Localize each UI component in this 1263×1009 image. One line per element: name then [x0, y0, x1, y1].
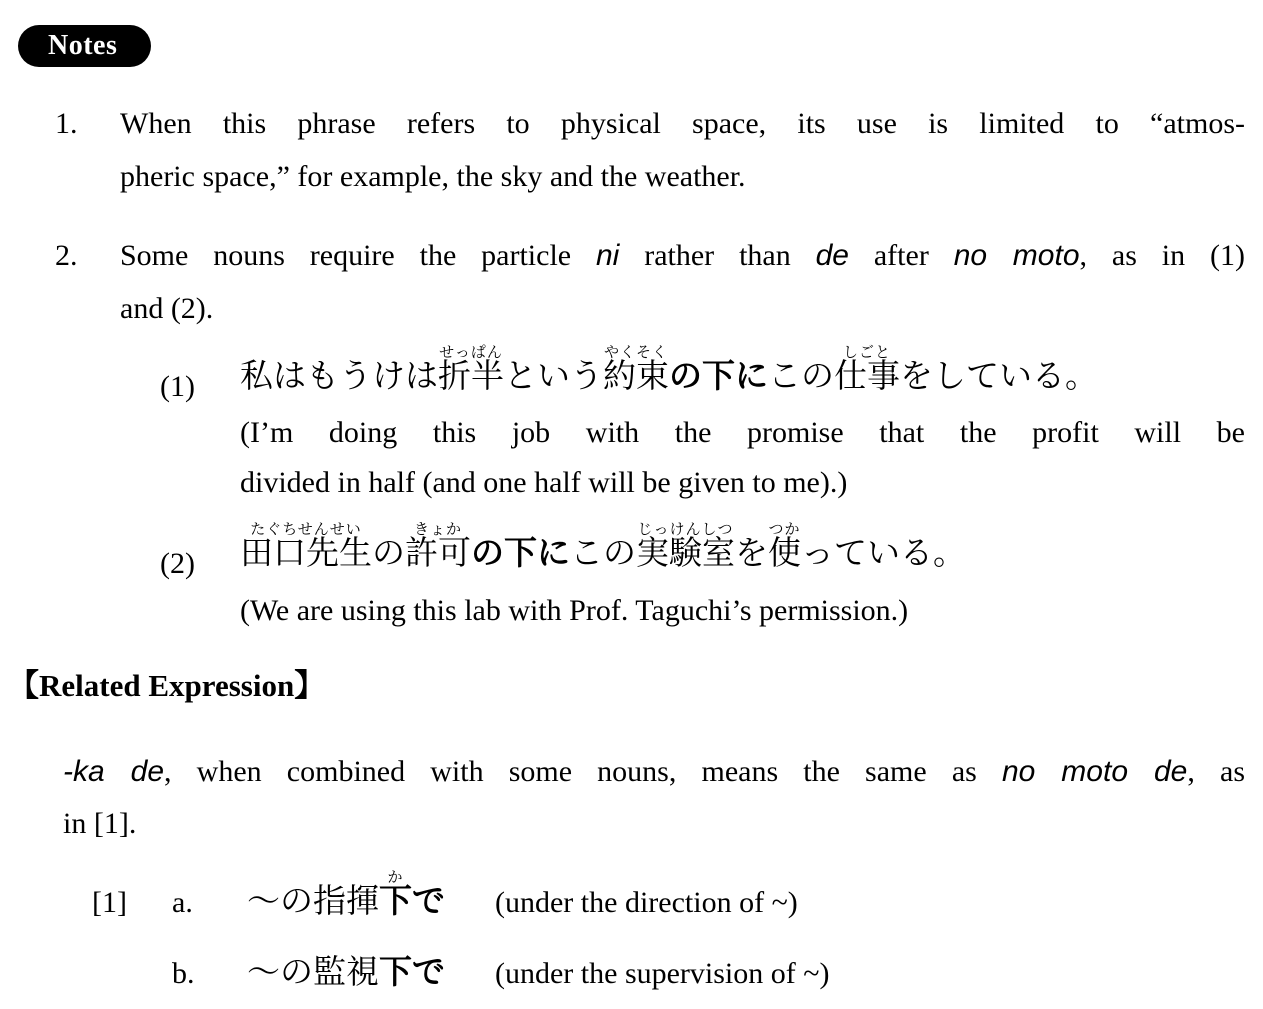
example-1-body: [240, 345, 1245, 508]
related-example-a-letter: a.: [172, 885, 193, 919]
related-expression-heading: 【Related Expression】: [8, 667, 326, 703]
example-2-translation: [240, 586, 1245, 636]
related-example-b-gloss: (under the supervision of ~): [495, 956, 830, 990]
example-2-japanese: 田口先生たぐちせんせいの許可きょかの下にこの実験室じっけんしつを使つかっている。: [240, 522, 966, 573]
related-example-b-letter: b.: [172, 956, 195, 990]
example-2-translation-line-1: (We are using this lab with Prof. Taguchi’s permission.): [240, 593, 909, 627]
example-2-body: [240, 522, 1245, 635]
related-paragraph-line-1: -ka de, when combined with some nouns, means the same as no moto de, as: [63, 754, 1245, 788]
related-example-a: [92, 870, 1245, 923]
example-sentence-1: [160, 345, 1245, 508]
example-1-japanese: 私はもうけは折半せっぱんという約束やくそくの下にこの仕事しごとをしている。: [240, 345, 1098, 395]
related-example-a-japanese: ～の指揮下かで: [247, 869, 445, 920]
note-2-line-1: Some nouns require the particle ni rather than de after no moto, as in (1): [120, 239, 1245, 272]
note-item-1: [55, 97, 1245, 203]
example-1-translation-line-2: divided in half (and one half will be given to me).): [240, 466, 848, 500]
note-body-2: [120, 229, 1245, 335]
example-sentence-2: [160, 522, 1245, 635]
example-1-translation-line-1: (I’m doing this job with the promise that the profit will be: [240, 416, 1245, 450]
note-number-1: 1.: [55, 107, 78, 140]
note-number-2: 2.: [55, 239, 78, 272]
notes-badge-label: Notes: [48, 30, 118, 61]
example-2-label: (2): [160, 547, 195, 581]
note-1-line-1: When this phrase refers to physical space, its use is limited to “atmos-: [120, 107, 1245, 140]
example-1-translation: [240, 408, 1245, 508]
note-item-2: [55, 229, 1245, 335]
related-example-a-gloss: (under the direction of ~): [495, 885, 798, 919]
related-expression-paragraph: [63, 746, 1245, 850]
related-example-bracket: [1]: [92, 885, 127, 919]
note-body-1: [120, 97, 1245, 203]
note-1-line-2: pheric space,” for example, the sky and the weather.: [120, 160, 746, 193]
related-example-b: [92, 953, 1245, 994]
related-example-b-japanese: ～の監視下で: [247, 954, 445, 991]
related-paragraph-line-2: in [1].: [63, 806, 137, 840]
note-2-line-2: and (2).: [120, 292, 214, 325]
example-1-label: (1): [160, 370, 195, 403]
notes-section-badge: [18, 25, 151, 67]
